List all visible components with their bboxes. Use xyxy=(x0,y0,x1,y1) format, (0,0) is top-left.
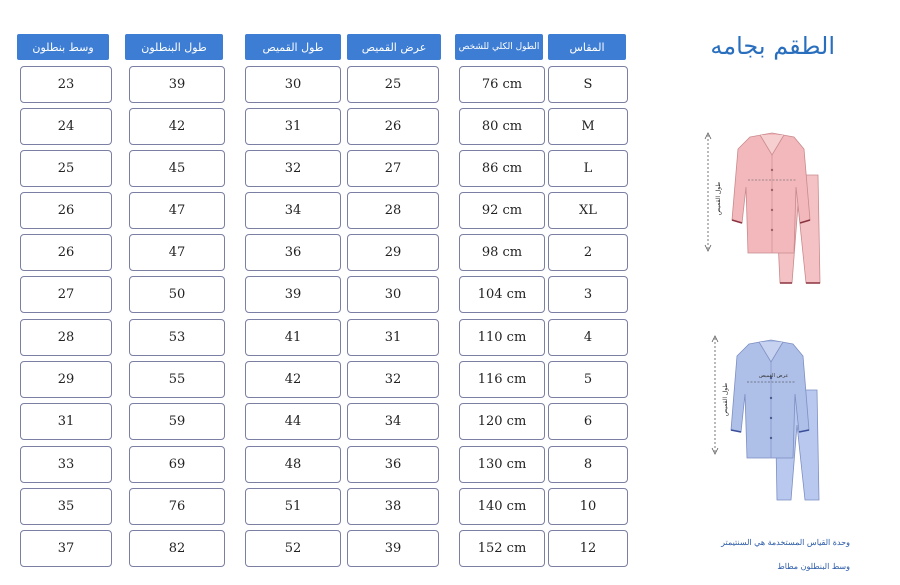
cell-pants-waist: 24 xyxy=(20,108,112,145)
cell-shirt-width: 32 xyxy=(347,361,439,398)
cell-size: 6 xyxy=(548,403,628,440)
unit-note: وحدة القياس المستخدمة هي السنتيمتر xyxy=(721,538,850,547)
cell-pants-length: 76 xyxy=(129,488,225,525)
cell-pants-waist: 31 xyxy=(20,403,112,440)
cell-pants-waist: 27 xyxy=(20,276,112,313)
blue-side-label: طول القميص xyxy=(722,382,730,417)
cell-total-height: 130 cm xyxy=(459,446,545,483)
cell-total-height: 92 cm xyxy=(459,192,545,229)
cell-shirt-width: 38 xyxy=(347,488,439,525)
cell-shirt-length: 48 xyxy=(245,446,341,483)
cell-total-height: 110 cm xyxy=(459,319,545,356)
cell-pants-waist: 23 xyxy=(20,66,112,103)
waist-note: وسط البنطلون مطاط xyxy=(777,562,850,571)
cell-shirt-width: 28 xyxy=(347,192,439,229)
cell-shirt-width: 27 xyxy=(347,150,439,187)
header-pants-length: طول البنطلون xyxy=(125,34,223,60)
cell-total-height: 80 cm xyxy=(459,108,545,145)
cell-shirt-width: 26 xyxy=(347,108,439,145)
cell-shirt-width: 34 xyxy=(347,403,439,440)
cell-pants-waist: 33 xyxy=(20,446,112,483)
cell-pants-length: 45 xyxy=(129,150,225,187)
cell-total-height: 98 cm xyxy=(459,234,545,271)
cell-shirt-length: 39 xyxy=(245,276,341,313)
cell-shirt-width: 39 xyxy=(347,530,439,567)
cell-pants-length: 53 xyxy=(129,319,225,356)
cell-shirt-length: 51 xyxy=(245,488,341,525)
cell-size: 2 xyxy=(548,234,628,271)
cell-total-height: 120 cm xyxy=(459,403,545,440)
cell-shirt-length: 31 xyxy=(245,108,341,145)
header-total-height: الطول الكلي للشخص xyxy=(455,34,543,60)
cell-size: S xyxy=(548,66,628,103)
cell-shirt-length: 42 xyxy=(245,361,341,398)
cell-shirt-width: 36 xyxy=(347,446,439,483)
blue-pajama-icon xyxy=(705,330,835,505)
cell-pants-waist: 28 xyxy=(20,319,112,356)
cell-shirt-width: 29 xyxy=(347,234,439,271)
cell-pants-waist: 29 xyxy=(20,361,112,398)
cell-size: 3 xyxy=(548,276,628,313)
cell-pants-length: 47 xyxy=(129,192,225,229)
cell-pants-length: 82 xyxy=(129,530,225,567)
cell-pants-length: 69 xyxy=(129,446,225,483)
header-pants-waist: وسط بنطلون xyxy=(17,34,109,60)
cell-size: 4 xyxy=(548,319,628,356)
cell-pants-length: 47 xyxy=(129,234,225,271)
cell-shirt-length: 36 xyxy=(245,234,341,271)
page-title: الطقم بجامه xyxy=(710,32,835,60)
cell-shirt-length: 52 xyxy=(245,530,341,567)
cell-pants-length: 50 xyxy=(129,276,225,313)
cell-shirt-length: 32 xyxy=(245,150,341,187)
cell-shirt-length: 34 xyxy=(245,192,341,229)
blue-chest-label: عرض القميص xyxy=(759,373,789,379)
cell-shirt-width: 31 xyxy=(347,319,439,356)
cell-pants-length: 42 xyxy=(129,108,225,145)
cell-size: 5 xyxy=(548,361,628,398)
cell-total-height: 152 cm xyxy=(459,530,545,567)
cell-total-height: 116 cm xyxy=(459,361,545,398)
cell-size: 12 xyxy=(548,530,628,567)
cell-total-height: 104 cm xyxy=(459,276,545,313)
cell-size: XL xyxy=(548,192,628,229)
header-shirt-width: عرض القميص xyxy=(347,34,441,60)
cell-shirt-length: 30 xyxy=(245,66,341,103)
blue-pajama-illustration xyxy=(705,330,835,505)
cell-pants-waist: 26 xyxy=(20,234,112,271)
cell-size: 10 xyxy=(548,488,628,525)
cell-size: L xyxy=(548,150,628,187)
pink-side-label: طول القميص xyxy=(715,181,723,216)
cell-shirt-length: 41 xyxy=(245,319,341,356)
cell-pants-waist: 35 xyxy=(20,488,112,525)
cell-pants-waist: 25 xyxy=(20,150,112,187)
cell-pants-length: 59 xyxy=(129,403,225,440)
cell-total-height: 140 cm xyxy=(459,488,545,525)
cell-total-height: 86 cm xyxy=(459,150,545,187)
cell-pants-waist: 37 xyxy=(20,530,112,567)
header-size: المقاس xyxy=(548,34,626,60)
cell-pants-length: 39 xyxy=(129,66,225,103)
cell-shirt-length: 44 xyxy=(245,403,341,440)
pink-pajama-illustration xyxy=(700,125,830,290)
cell-size: M xyxy=(548,108,628,145)
cell-total-height: 76 cm xyxy=(459,66,545,103)
cell-pants-waist: 26 xyxy=(20,192,112,229)
cell-shirt-width: 30 xyxy=(347,276,439,313)
cell-pants-length: 55 xyxy=(129,361,225,398)
cell-size: 8 xyxy=(548,446,628,483)
header-shirt-length: طول القميص xyxy=(245,34,341,60)
cell-shirt-width: 25 xyxy=(347,66,439,103)
